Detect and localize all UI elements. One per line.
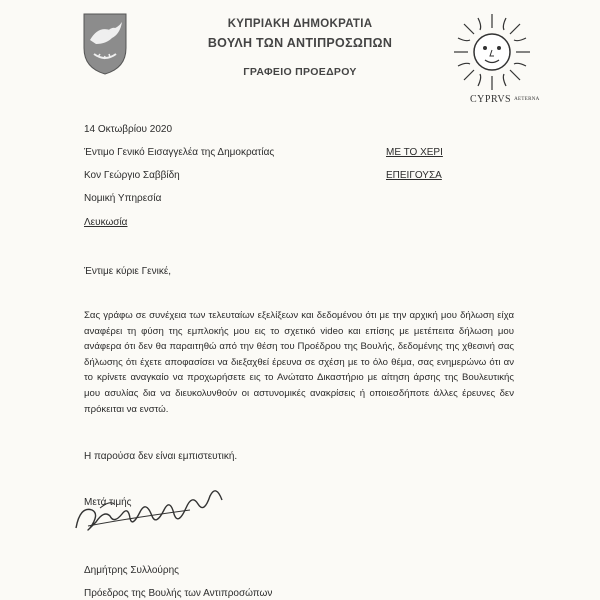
letterhead-country: ΚΥΠΡΙΑΚΗ ΔΗΜΟΚΡΑΤΙΑ	[227, 18, 373, 30]
cyprus-coat-of-arms-emblem	[80, 10, 130, 76]
recipient-city: Λευκωσία	[84, 217, 128, 228]
letter-body-paragraph: Σας γράφω σε συνέχεια των τελευταίων εξελίξεων και δεδομένου ότι με την αρχική μου δήλωση είχα αναφέρει τη φύση της εμπλοκής μου εις το σχετικό video και επίσης με μετέπειτα δήλωση μου ανάφερα ότι δεν θα παραιτηθώ από την θέση του Προέδρου της Βουλής, δεδομένης της χθεσινή σας δήλωσης ότι έχετε αποφασίσει να διεξαχθεί έρευνα σε σχέση με το όλο θέμα, σας ενημερώνω ότι αν το κρίνετε αναγκαίο να προχωρήσετε εις το Ανώτατο Δικαστήριο με αίτηση άρσης της Βουλευτικής μου ασυλίας δια να διευκολυνθούν οι αστυνομικές ανακρίσεις ή οποιεσδήποτε άλλες έρευνες δεν πρόκειται να ενστώ.	[84, 310, 514, 415]
recipient-line-3: Νομική Υπηρεσία	[84, 193, 162, 204]
letterhead-office: ΓΡΑΦΕΙΟ ΠΡΟΕΔΡΟΥ	[243, 66, 357, 78]
confidentiality-note: Η παρούσα δεν είναι εμπιστευτική.	[84, 451, 238, 462]
closing-remark: Μετά τιμής	[84, 497, 132, 508]
handwritten-signature	[70, 470, 230, 540]
sun-logo-icon	[452, 12, 532, 92]
signer-title: Πρόεδρος της Βουλής των Αντιπροσώπων	[84, 588, 273, 599]
delivery-method: ΜΕ ΤΟ ΧΕΡΙ	[386, 147, 443, 158]
letterhead-parliament: ΒΟΥΛΗ ΤΩΝ ΑΝΤΙΠΡΟΣΩΠΩΝ	[207, 36, 393, 50]
delivery-priority: ΕΠΕΙΓΟΥΣΑ	[386, 170, 442, 181]
salutation: Έντιμε κύριε Γενικέ,	[84, 266, 172, 277]
recipient-line-1: Έντιμο Γενικό Εισαγγελέα της Δημοκρατίας	[84, 147, 275, 158]
cyprus-aeterna-motto: CYPRVS $^{AETERNA}$	[470, 94, 540, 105]
letter-date: 14 Οκτωβρίου 2020	[84, 124, 173, 135]
recipient-line-2: Κον Γεώργιο Σαββίδη	[84, 170, 180, 181]
signer-name: Δημήτρης Συλλούρης	[84, 565, 179, 576]
